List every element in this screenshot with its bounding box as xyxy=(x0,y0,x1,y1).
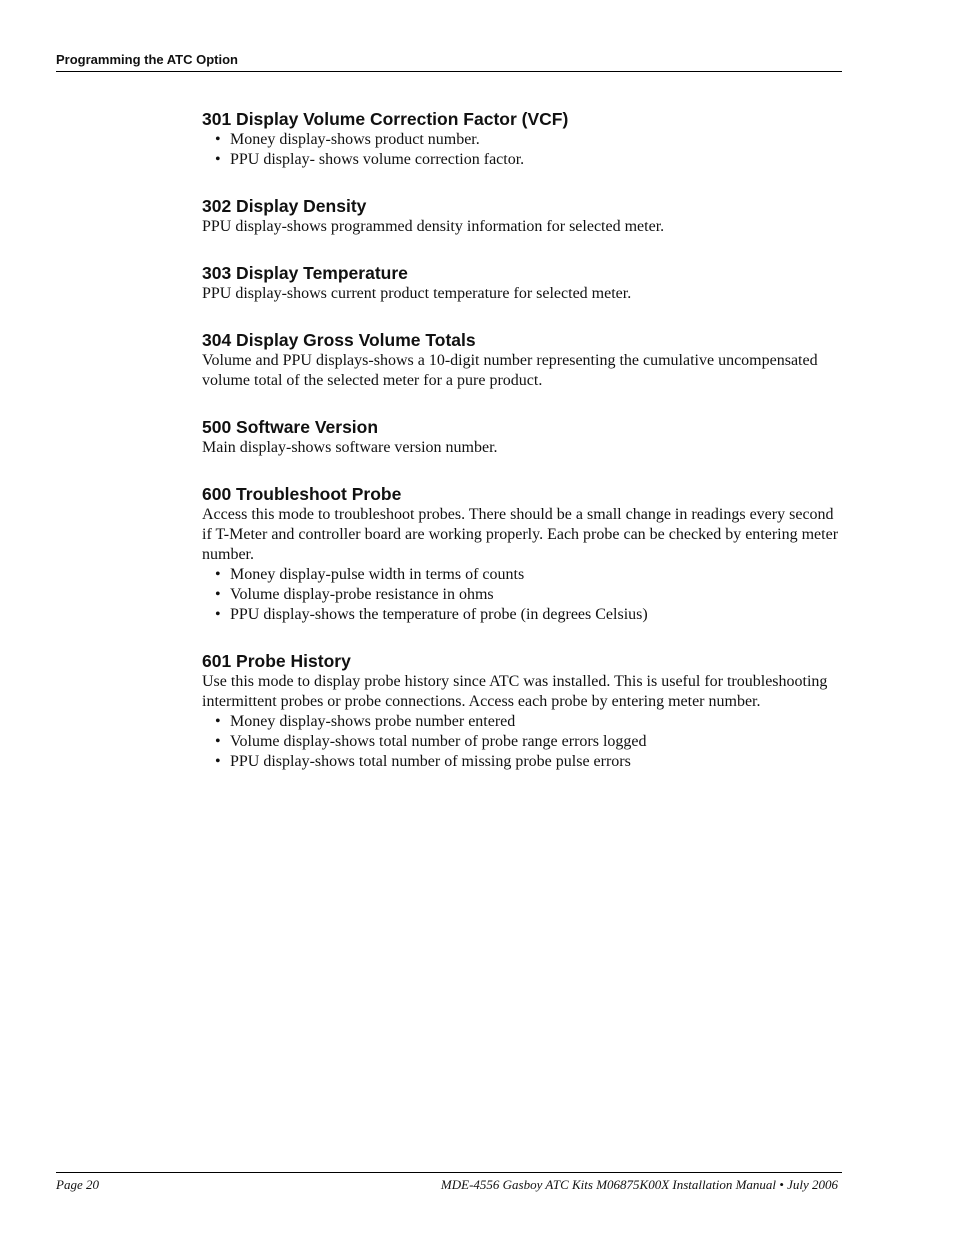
section-301 xyxy=(202,108,842,170)
section-heading: 601 Probe History xyxy=(202,651,351,671)
bullet-icon: • xyxy=(215,606,221,623)
bullet-icon: • xyxy=(215,713,221,730)
section-paragraph: PPU display-shows programmed density information for selected meter. xyxy=(202,218,665,235)
list-item: • PPU display- shows volume correction factor. xyxy=(215,151,525,168)
page-number: Page 20 xyxy=(56,1177,99,1192)
running-head: Programming the ATC Option xyxy=(56,52,238,67)
section-paragraph: PPU display-shows current product temperature for selected meter. xyxy=(202,285,632,302)
section-paragraph: Main display-shows software version number. xyxy=(202,439,498,456)
section-heading: 303 Display Temperature xyxy=(202,263,408,283)
list-item: • Money display-shows probe number entered xyxy=(215,713,516,730)
section-heading: 304 Display Gross Volume Totals xyxy=(202,330,476,350)
section-heading: 500 Software Version xyxy=(202,417,379,437)
section-303 xyxy=(202,262,842,304)
section-heading: 600 Troubleshoot Probe xyxy=(202,484,402,504)
bullet-list xyxy=(202,712,842,772)
list-item: • Volume display-shows total number of probe range errors logged xyxy=(215,733,647,750)
section-paragraph: Volume and PPU displays-shows a 10-digit number representing the cumulative uncompensated volume total of the selected meter for a pure product. xyxy=(202,352,818,389)
footer-rule xyxy=(56,1172,842,1173)
header-rule xyxy=(56,71,842,72)
section-601 xyxy=(202,650,842,772)
section-heading: 302 Display Density xyxy=(202,196,367,216)
bullet-icon: • xyxy=(215,586,221,603)
section-304 xyxy=(202,329,842,391)
bullet-icon: • xyxy=(215,733,221,750)
bullet-list xyxy=(202,565,842,625)
bullet-icon: • xyxy=(215,151,221,168)
section-heading: 301 Display Volume Correction Factor (VCF) xyxy=(202,109,569,129)
list-item: • Money display-shows product number. xyxy=(215,131,480,148)
list-item: • PPU display-shows total number of missing probe pulse errors xyxy=(215,753,631,770)
bullet-list xyxy=(202,130,842,170)
document-info: MDE-4556 Gasboy ATC Kits M06875K00X Installation Manual • July 2006 xyxy=(440,1177,838,1192)
list-item: • PPU display-shows the temperature of probe (in degrees Celsius) xyxy=(215,606,648,623)
page-content xyxy=(202,108,842,797)
section-302 xyxy=(202,195,842,237)
list-item: • Money display-pulse width in terms of counts xyxy=(215,566,525,583)
section-500 xyxy=(202,416,842,458)
section-paragraph: Use this mode to display probe history since ATC was installed. This is useful for troubleshooting intermittent probes or probe connections. Access each probe by entering meter number. xyxy=(202,673,828,710)
list-item: • Volume display-probe resistance in ohms xyxy=(215,586,494,603)
bullet-icon: • xyxy=(215,753,221,770)
bullet-icon: • xyxy=(215,566,221,583)
bullet-icon: • xyxy=(215,131,221,148)
section-paragraph: Access this mode to troubleshoot probes. There should be a small change in readings every second if T-Meter and controller board are working properly. Each probe can be checked by entering meter number. xyxy=(202,506,839,563)
section-600 xyxy=(202,483,842,625)
